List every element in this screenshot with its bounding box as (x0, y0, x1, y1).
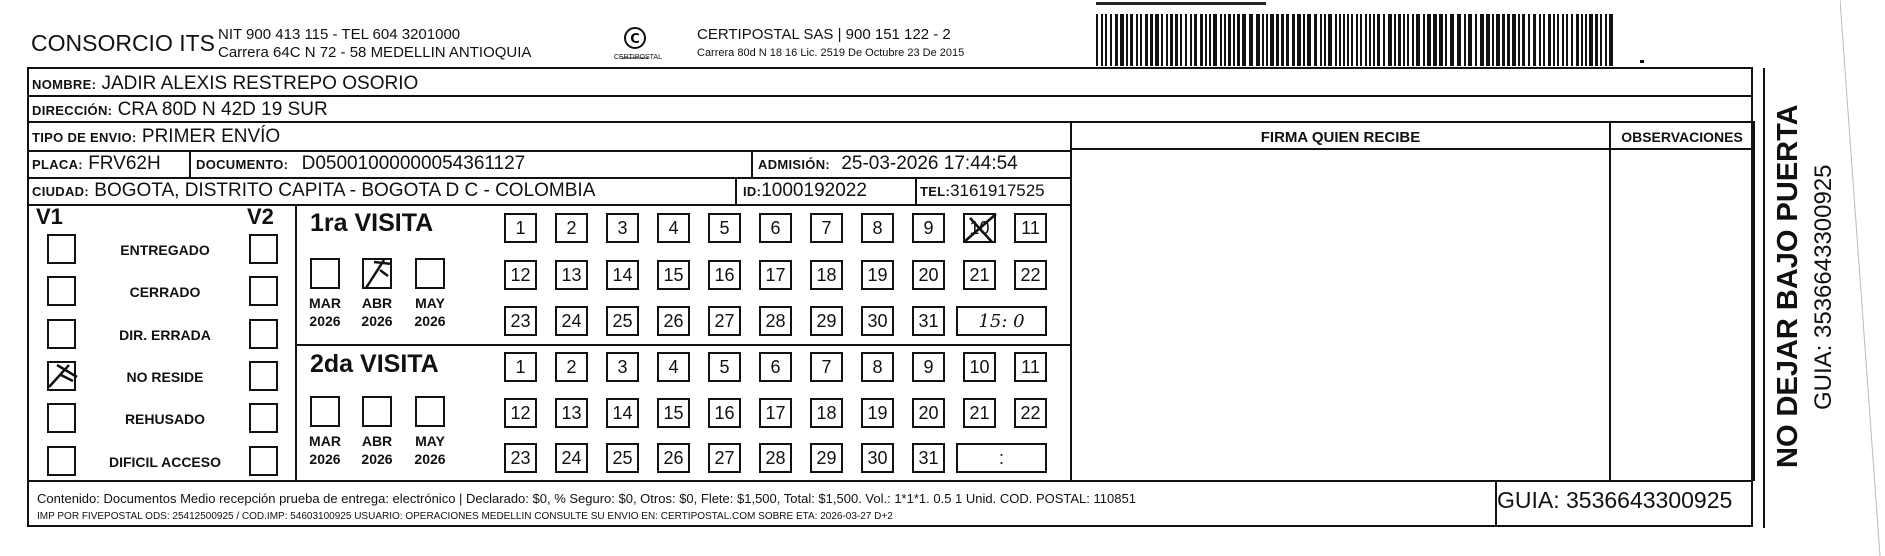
month-checkbox[interactable] (310, 258, 340, 289)
day-box[interactable]: 1 (504, 352, 537, 382)
second-visit-time: : (998, 448, 1004, 468)
company-name: CONSORCIO ITS (31, 30, 216, 56)
firma-header: FIRMA QUIEN RECIBE (1260, 129, 1421, 146)
day-box[interactable]: 8 (861, 213, 894, 243)
v1-header: V1 (36, 204, 63, 229)
day-box[interactable]: 12 (504, 398, 537, 428)
direccion-row (32, 99, 328, 121)
status-label: NO RESIDE (126, 369, 204, 385)
day-box[interactable]: 23 (504, 306, 537, 336)
day-box[interactable]: 2 (555, 213, 588, 243)
day-box[interactable]: 10 (963, 213, 996, 243)
month-label: MAY 2026 (414, 295, 446, 329)
company-info (218, 26, 531, 62)
day-box[interactable]: 15 (657, 260, 690, 290)
barcode-dot (1640, 60, 1644, 63)
month-label: MAR 2026 (309, 433, 341, 467)
day-box[interactable]: 5 (708, 352, 741, 382)
day-box[interactable]: 9 (912, 213, 945, 243)
month-checkbox[interactable] (362, 396, 392, 427)
day-box[interactable]: 24 (555, 306, 588, 336)
day-box[interactable]: 6 (759, 213, 792, 243)
placa-value: FRV62H (88, 153, 161, 174)
day-box[interactable]: 22 (1014, 398, 1047, 428)
day-box[interactable]: 19 (861, 260, 894, 290)
day-box[interactable]: 13 (555, 398, 588, 428)
status-label: ENTREGADO (120, 242, 210, 258)
tel-value: 3161917525 (950, 181, 1045, 200)
day-box[interactable]: 30 (861, 443, 894, 473)
nombre-value: JADIR ALEXIS RESTREPO OSORIO (101, 73, 419, 94)
v2-checkbox[interactable] (249, 446, 278, 476)
day-box[interactable]: 13 (555, 260, 588, 290)
v2-checkbox[interactable] (249, 361, 278, 391)
month-label: MAR 2026 (309, 295, 341, 329)
day-box[interactable]: 10 (963, 352, 996, 382)
day-box[interactable]: 28 (759, 443, 792, 473)
admision-value: 25-03-2026 17:44:54 (841, 153, 1018, 174)
day-box[interactable]: 12 (504, 260, 537, 290)
day-box[interactable]: 3 (606, 213, 639, 243)
day-box[interactable]: 9 (912, 352, 945, 382)
day-box[interactable]: 19 (861, 398, 894, 428)
month-checkbox[interactable] (362, 258, 392, 289)
company-address: Carrera 64C N 72 - 58 MEDELLIN ANTIOQUIA (218, 44, 532, 61)
day-box[interactable]: 8 (861, 352, 894, 382)
day-box[interactable]: 21 (963, 260, 996, 290)
month-label: ABR 2026 (361, 433, 393, 467)
day-box[interactable]: 29 (810, 306, 843, 336)
month-label: ABR 2026 (361, 295, 393, 329)
observaciones-header: OBSERVACIONES (1621, 129, 1743, 145)
tel-label: TEL: (920, 184, 951, 199)
signature-area[interactable] (1072, 150, 1609, 480)
day-box[interactable]: 2 (555, 352, 588, 382)
day-box[interactable]: 27 (708, 443, 741, 473)
id-value: 1000192022 (761, 180, 867, 201)
day-box[interactable]: 5 (708, 213, 741, 243)
v2-checkbox[interactable] (249, 234, 278, 264)
day-box[interactable]: 18 (810, 398, 843, 428)
day-box[interactable]: 17 (759, 260, 792, 290)
tipo-value: PRIMER ENVÍO (141, 126, 281, 147)
content-summary: Contenido: Documentos Medio recepción prueba de entrega: electrónico | Declarado: $0, % Seguro: $0, Otros: $0, Flete: $1,500, Total: $1,500. Vol.: 1*1*1. 0.5 1 Unid. COD. POSTAL: 110851 (37, 491, 1136, 506)
side-guia: GUIA: 3536643300925 (1810, 164, 1837, 410)
day-box[interactable]: 17 (759, 398, 792, 428)
day-box[interactable]: 3 (606, 352, 639, 382)
day-box[interactable]: 7 (810, 213, 843, 243)
ciudad-value: BOGOTA, DISTRITO CAPITA - BOGOTA D C - COLOMBIA (94, 180, 596, 201)
documento-label: DOCUMENTO: (196, 157, 289, 172)
documento-value: D05001000000054361127 (301, 153, 526, 174)
day-box[interactable]: 16 (708, 260, 741, 290)
day-box[interactable]: 1 (504, 213, 537, 243)
edge-scratch (1840, 0, 1885, 556)
v1-checkbox[interactable] (47, 234, 76, 264)
certipostal-line: CERTIPOSTAL SAS | 900 151 122 - 2 (697, 26, 951, 43)
day-box[interactable]: 24 (555, 443, 588, 473)
day-box[interactable]: 14 (606, 398, 639, 428)
direccion-label: DIRECCIÓN: (32, 103, 113, 118)
day-box[interactable]: 27 (708, 306, 741, 336)
tipo-envio-row (32, 126, 280, 148)
v1-checkbox[interactable] (47, 319, 76, 349)
day-box[interactable]: 14 (606, 260, 639, 290)
status-label: CERRADO (129, 284, 201, 300)
tel-field (920, 181, 1045, 201)
v2-checkbox[interactable] (249, 319, 278, 349)
v1-checkbox[interactable] (47, 403, 76, 433)
day-box[interactable]: 30 (861, 306, 894, 336)
barcode-icon (1096, 14, 1626, 66)
ciudad-label: CIUDAD: (32, 184, 89, 199)
id-label: ID: (743, 184, 762, 199)
v2-checkbox[interactable] (249, 403, 278, 433)
second-visit-time-box[interactable] (956, 443, 1047, 473)
second-visit-title: 2da VISITA (310, 350, 439, 378)
v1-checkbox[interactable] (47, 446, 76, 476)
frame-shadow (1755, 68, 1765, 528)
certipostal-address: Carrera 80d N 18 16 Lic. 2519 De Octubre 23 De 2015 (697, 47, 965, 59)
placa-label: PLACA: (32, 157, 83, 172)
v1-checkbox[interactable] (47, 361, 76, 391)
v2-checkbox[interactable] (249, 276, 278, 306)
status-label: DIFICIL ACCESO (108, 454, 221, 470)
day-box[interactable]: 26 (657, 306, 690, 336)
nombre-label: NOMBRE: (32, 77, 97, 92)
day-box[interactable]: 18 (810, 260, 843, 290)
day-box[interactable]: 16 (708, 398, 741, 428)
status-label: REHUSADO (124, 411, 206, 427)
side-warning: NO DEJAR BAJO PUERTA (1772, 104, 1804, 468)
month-checkbox[interactable] (415, 258, 445, 289)
day-box[interactable]: 28 (759, 306, 792, 336)
day-box[interactable]: 26 (657, 443, 690, 473)
first-visit-time: 15: 0 (978, 311, 1025, 332)
top-rule (1096, 2, 1266, 5)
day-box[interactable]: 20 (912, 260, 945, 290)
nombre-row (32, 73, 418, 95)
day-box[interactable]: 20 (912, 398, 945, 428)
direccion-value: CRA 80D N 42D 19 SUR (117, 99, 328, 120)
day-box[interactable]: 4 (657, 352, 690, 382)
ciudad-field (32, 180, 595, 202)
day-box[interactable]: 25 (606, 443, 639, 473)
month-checkbox[interactable] (310, 396, 340, 427)
day-box[interactable]: 21 (963, 398, 996, 428)
status-label: DIR. ERRADA (119, 327, 211, 343)
day-box[interactable]: 4 (657, 213, 690, 243)
placa-field (32, 153, 161, 175)
nit-line: NIT 900 413 115 - TEL 604 3201000 (218, 26, 461, 43)
day-box[interactable]: 11 (1014, 352, 1047, 382)
guia-number: GUIA: 3536643300925 (1497, 487, 1733, 513)
month-checkbox[interactable] (415, 396, 445, 427)
id-field (743, 180, 867, 202)
day-box[interactable]: 23 (504, 443, 537, 473)
day-box[interactable]: 7 (810, 352, 843, 382)
tipo-label: TIPO DE ENVIO: (32, 130, 137, 145)
day-box[interactable]: 29 (810, 443, 843, 473)
day-box[interactable]: 25 (606, 306, 639, 336)
v2-header: V2 (247, 204, 274, 229)
day-box[interactable]: 22 (1014, 260, 1047, 290)
day-box[interactable]: 11 (1014, 213, 1047, 243)
first-visit-time-box[interactable] (956, 306, 1047, 336)
first-visit-title: 1ra VISITA (310, 209, 434, 237)
v1-checkbox[interactable] (47, 276, 76, 306)
day-box[interactable]: 31 (912, 306, 945, 336)
day-box[interactable]: 6 (759, 352, 792, 382)
month-label: MAY 2026 (414, 433, 446, 467)
day-box[interactable]: 31 (912, 443, 945, 473)
documento-field (196, 153, 525, 175)
admision-label: ADMISIÓN: (758, 157, 831, 172)
day-box[interactable]: 15 (657, 398, 690, 428)
observaciones-area[interactable] (1611, 150, 1753, 480)
svg-text:C: C (630, 32, 640, 47)
admision-field (758, 153, 1018, 175)
logo-text: CERTIPOSTAL (614, 54, 662, 61)
print-info: IMP POR FIVEPOSTAL ODS: 25412500925 / COD.IMP: 54603100925 USUARIO: OPERACIONES MEDELLIN CONSULTE SU ENVIO EN: CERTIPOSTAL.COM SOBRE ETA: 2026-03-27 D+2 (37, 511, 893, 522)
